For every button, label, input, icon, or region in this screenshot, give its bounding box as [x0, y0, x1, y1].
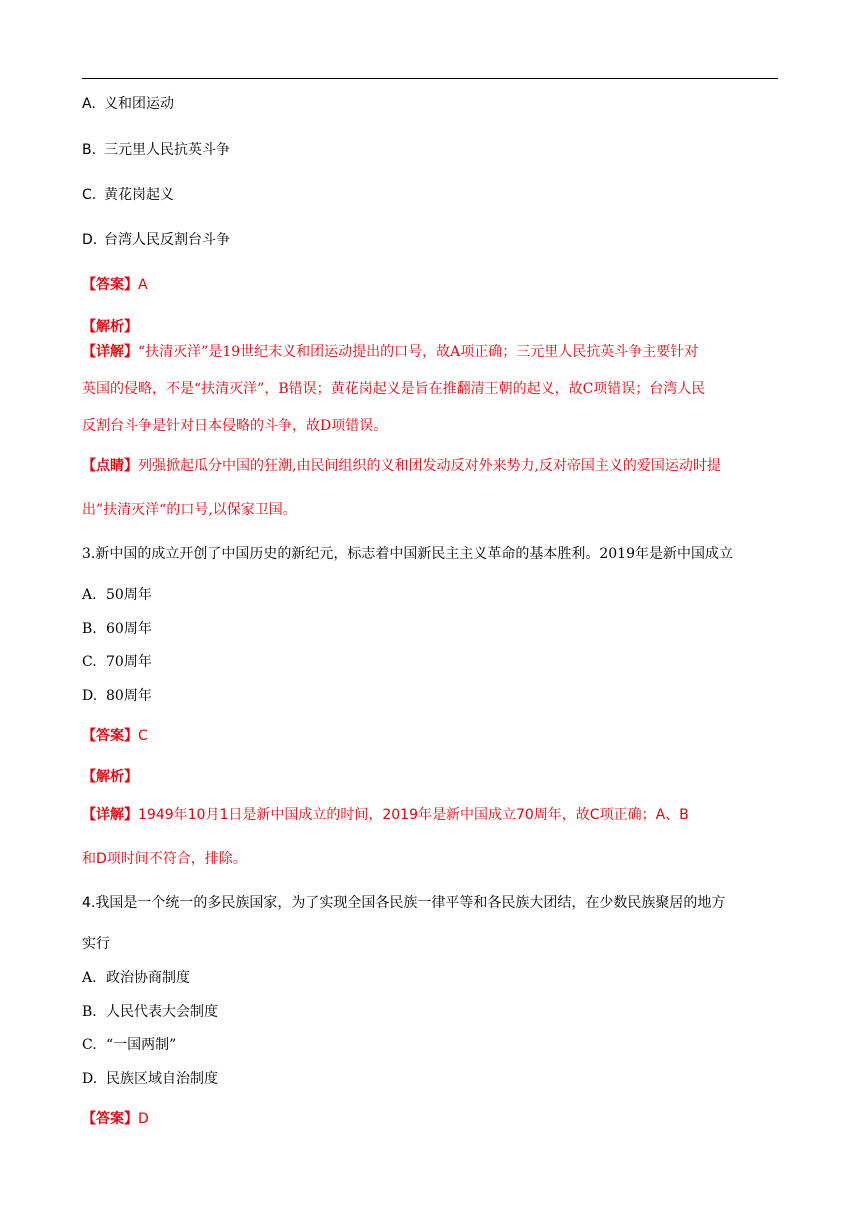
answer-tag: 【答案】 — [82, 728, 138, 744]
option-label: D. — [82, 232, 98, 248]
option-text: 黄花岗起义 — [104, 187, 174, 203]
option-text: 义和团运动 — [104, 96, 174, 112]
q2-option-b — [82, 140, 230, 160]
answer-value: D — [138, 1111, 149, 1127]
q3-option-a — [82, 585, 152, 605]
detail-tag: 【详解】 — [82, 344, 138, 360]
q3-option-c — [82, 652, 152, 672]
comment-text: 列强掀起瓜分中国的狂潮,由民间组织的义和团发动反对外来势力,反对帝国主义的爱国运动时提 — [138, 458, 721, 474]
header-rule — [82, 78, 778, 79]
detail-text: 1949年10月1日是新中国成立的时间，2019年是新中国成立70周年，故C项正确；A、B — [138, 807, 689, 823]
detail-tag: 【详解】 — [82, 807, 138, 823]
option-text: 三元里人民抗英斗争 — [104, 142, 230, 158]
option-label: B. — [82, 621, 97, 637]
option-text: 50周年 — [106, 587, 152, 603]
option-label: A. — [82, 587, 97, 603]
q2-detail-line-2: 英国的侵略，不是“扶清灭洋”，B错误；黄花岗起义是旨在推翻清王朝的起义，故C项错误；台湾人民 — [82, 381, 706, 397]
answer-value: A — [138, 277, 148, 293]
q2-comment-line-2: 出”扶清灭洋“的口号,以保家卫国。 — [82, 502, 297, 518]
answer-tag: 【答案】 — [82, 1111, 138, 1127]
option-label: D. — [82, 1071, 98, 1087]
option-label: D. — [82, 688, 98, 704]
option-text: 70周年 — [106, 654, 152, 670]
q3-option-b — [82, 619, 152, 639]
option-label: C. — [82, 654, 97, 670]
option-label: C. — [82, 1037, 97, 1053]
q3-detail-line-1 — [82, 805, 689, 825]
answer-tag: 【答案】 — [82, 277, 138, 293]
comment-tag: 【点睛】 — [82, 458, 138, 474]
q3-option-d — [82, 686, 152, 706]
q2-analysis-tag: 【解析】 — [82, 319, 138, 335]
q4-stem-line-2: 实行 — [82, 936, 110, 952]
q3-stem: 3.新中国的成立开创了中国历史的新纪元，标志着中国新民主主义革命的基本胜利。2019年是新中国成立 — [82, 546, 733, 562]
option-label: B. — [82, 142, 97, 158]
option-text: 80周年 — [106, 688, 152, 704]
q4-stem-line-1: 4.我国是一个统一的多民族国家，为了实现全国各民族一律平等和各民族大团结，在少数民族聚居的地方 — [82, 895, 726, 911]
q4-option-c — [82, 1035, 176, 1055]
option-label: C. — [82, 187, 97, 203]
q3-detail-line-2: 和D项时间不符合，排除。 — [82, 851, 247, 867]
option-text: 民族区域自治制度 — [106, 1071, 218, 1087]
q2-comment-line-1 — [82, 456, 721, 476]
q2-detail-line-1 — [82, 342, 698, 362]
q4-option-b — [82, 1002, 218, 1022]
q2-option-a — [82, 94, 174, 114]
option-text: 人民代表大会制度 — [106, 1004, 218, 1020]
detail-text: “扶清灭洋”是19世纪末义和团运动提出的口号，故A项正确；三元里人民抗英斗争主要针对 — [138, 344, 699, 360]
q2-option-c — [82, 185, 174, 205]
option-label: A. — [82, 970, 97, 986]
q4-option-a — [82, 968, 190, 988]
answer-value: C — [138, 728, 148, 744]
option-text: 台湾人民反割台斗争 — [104, 232, 230, 248]
q4-option-d — [82, 1069, 218, 1089]
q3-analysis-tag: 【解析】 — [82, 769, 138, 785]
option-text: “一国两制” — [106, 1037, 177, 1053]
q3-answer — [82, 726, 148, 746]
option-text: 60周年 — [106, 621, 152, 637]
option-label: B. — [82, 1004, 97, 1020]
q4-answer — [82, 1109, 149, 1129]
q2-answer — [82, 275, 148, 295]
option-label: A. — [82, 96, 96, 112]
option-text: 政治协商制度 — [106, 970, 190, 986]
q2-detail-line-3: 反割台斗争是针对日本侵略的斗争，故D项错误。 — [82, 418, 388, 434]
q2-option-d — [82, 230, 230, 250]
